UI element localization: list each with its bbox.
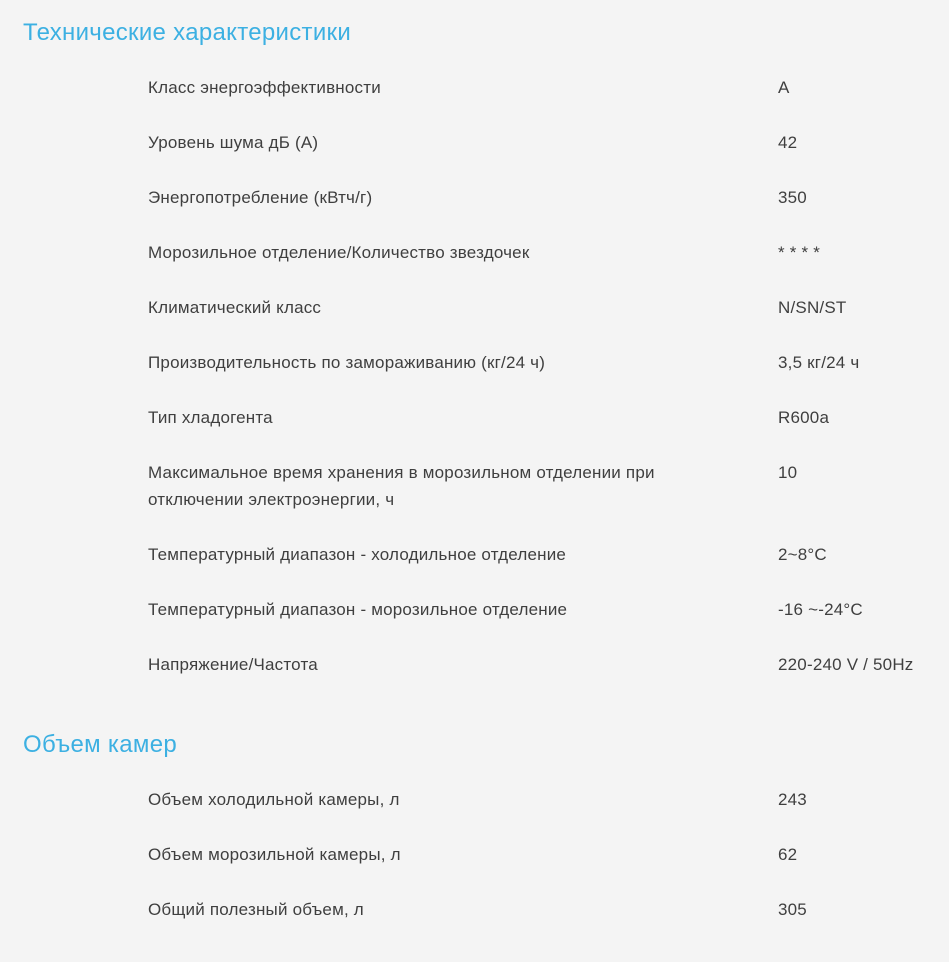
spec-row-temp-range-fridge <box>148 527 929 582</box>
spec-label: Объем морозильной камеры, л <box>148 845 401 864</box>
technical-specs-table <box>0 60 949 692</box>
spec-row-freezer-stars <box>148 225 929 280</box>
section-title-technical-specs: Технические характеристики <box>23 19 352 46</box>
spec-label: Температурный диапазон - морозильное отделение <box>148 600 568 619</box>
spec-label: Производительность по замораживанию (кг/24 ч) <box>148 353 546 372</box>
spec-value: 220-240 V / 50Hz <box>778 655 914 674</box>
spec-value: 62 <box>778 845 798 864</box>
spec-value: 3,5 кг/24 ч <box>778 353 860 372</box>
spec-value: * * * * <box>778 243 821 262</box>
spec-label: Объем холодильной камеры, л <box>148 790 400 809</box>
chamber-volume-table <box>0 772 949 937</box>
spec-value: -16 ~-24°C <box>778 600 863 619</box>
spec-value: 305 <box>778 900 807 919</box>
spec-row-fridge-volume <box>148 772 929 827</box>
section-title-chamber-volume: Объем камер <box>23 731 178 758</box>
spec-label: Напряжение/Частота <box>148 655 318 674</box>
spec-row-energy-consumption <box>148 170 929 225</box>
spec-row-max-storage-time <box>148 445 929 527</box>
spec-label: Класс энергоэффективности <box>148 78 381 97</box>
spec-label: Общий полезный объем, л <box>148 900 364 919</box>
spec-row-freezing-capacity <box>148 335 929 390</box>
spec-row-climate-class <box>148 280 929 335</box>
spec-value: R600a <box>778 408 830 427</box>
spec-value: N/SN/ST <box>778 298 847 317</box>
spec-value: 350 <box>778 188 807 207</box>
spec-row-energy-class <box>148 60 929 115</box>
spec-value: A <box>778 78 790 97</box>
spec-label: Морозильное отделение/Количество звездочек <box>148 243 530 262</box>
spec-label: Уровень шума дБ (А) <box>148 133 319 152</box>
spec-label: Энергопотребление (кВтч/г) <box>148 188 373 207</box>
spec-row-refrigerant-type <box>148 390 929 445</box>
spec-value: 42 <box>778 133 798 152</box>
spec-label: Максимальное время хранения в морозильном отделении при отключении электроэнергии, ч <box>148 463 655 509</box>
spec-row-temp-range-freezer <box>148 582 929 637</box>
spec-row-total-volume <box>148 882 929 937</box>
spec-row-freezer-volume <box>148 827 929 882</box>
spec-value: 10 <box>778 463 798 482</box>
spec-row-voltage-frequency <box>148 637 929 692</box>
spec-value: 243 <box>778 790 807 809</box>
spec-label: Температурный диапазон - холодильное отделение <box>148 545 567 564</box>
spec-label: Тип хладогента <box>148 408 273 427</box>
spec-value: 2~8°C <box>778 545 827 564</box>
spec-label: Климатический класс <box>148 298 322 317</box>
spec-row-noise-level <box>148 115 929 170</box>
